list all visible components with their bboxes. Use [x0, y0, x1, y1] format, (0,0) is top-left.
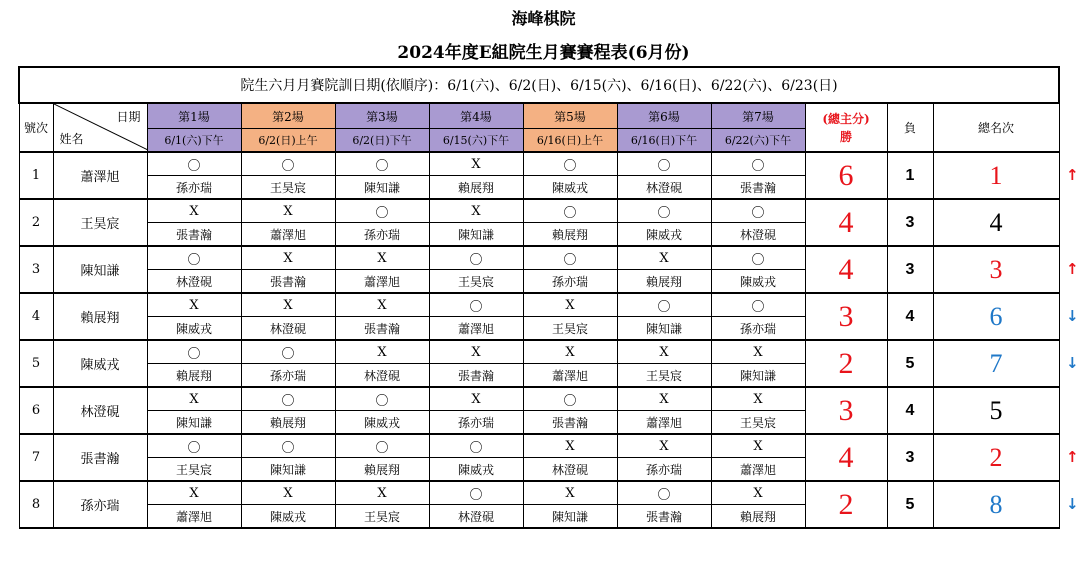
opponent-name: 陳威戎 — [617, 223, 711, 247]
player-number: 6 — [19, 387, 53, 434]
round-2-label: 第2場 — [241, 103, 335, 129]
round-7-date: 6/22(六)下午 — [711, 129, 805, 153]
game-result: 〇 — [335, 199, 429, 223]
player-number: 4 — [19, 293, 53, 340]
opponent-name: 賴展翔 — [523, 223, 617, 247]
game-result: X — [523, 481, 617, 505]
game-result: 〇 — [711, 152, 805, 176]
opponent-name: 王昊宸 — [241, 176, 335, 200]
round-3-label: 第3場 — [335, 103, 429, 129]
losses-count: 5 — [887, 481, 933, 528]
player-number: 8 — [19, 481, 53, 528]
opponent-name: 張書瀚 — [241, 270, 335, 294]
rank-up-arrow-icon: ↑ — [1066, 447, 1079, 466]
player-number: 2 — [19, 199, 53, 246]
opponent-name: 陳威戎 — [335, 411, 429, 435]
opponent-name: 賴展翔 — [241, 411, 335, 435]
opponent-name: 王昊宸 — [711, 411, 805, 435]
overall-rank: 8 — [933, 481, 1059, 528]
opponent-name: 張書瀚 — [147, 223, 241, 247]
game-result: X — [617, 434, 711, 458]
opponent-name: 王昊宸 — [335, 505, 429, 529]
losses-count: 1 — [887, 152, 933, 199]
overall-rank: 7 — [933, 340, 1059, 387]
opponent-name: 林澄硯 — [523, 458, 617, 482]
rank-down-arrow-icon: ↓ — [1066, 306, 1079, 325]
rank-down-arrow-icon: ↓ — [1066, 353, 1079, 372]
opponent-name: 陳威戎 — [429, 458, 523, 482]
index-header: 號次 — [19, 103, 53, 152]
opponent-name: 賴展翔 — [711, 505, 805, 529]
rank-up-arrow-icon: ↑ — [1066, 259, 1079, 278]
opponent-name: 陳威戎 — [241, 505, 335, 529]
game-result: X — [335, 340, 429, 364]
game-result: X — [147, 199, 241, 223]
round-6-date: 6/16(日)下午 — [617, 129, 711, 153]
game-result: 〇 — [617, 481, 711, 505]
org-title: 海峰棋院 — [511, 9, 576, 28]
game-result: 〇 — [241, 387, 335, 411]
opponent-name: 張書瀚 — [429, 364, 523, 388]
opponent-name: 王昊宸 — [523, 317, 617, 341]
game-result: 〇 — [711, 199, 805, 223]
opponent-name: 蕭澤旭 — [335, 270, 429, 294]
opponent-name: 孫亦瑞 — [241, 364, 335, 388]
opponent-name: 林澄硯 — [617, 176, 711, 200]
losses-count: 3 — [887, 246, 933, 293]
game-result: 〇 — [241, 340, 335, 364]
wins-count: 2 — [805, 481, 887, 528]
player-name: 孫亦瑞 — [53, 481, 147, 528]
total-rank-header: 總名次 — [933, 103, 1059, 152]
round-1-date: 6/1(六)下午 — [147, 129, 241, 153]
round-1-label: 第1場 — [147, 103, 241, 129]
game-result: 〇 — [335, 434, 429, 458]
game-result: 〇 — [147, 434, 241, 458]
game-result: 〇 — [335, 387, 429, 411]
game-result: X — [429, 152, 523, 176]
losses-count: 4 — [887, 387, 933, 434]
round-4-label: 第4場 — [429, 103, 523, 129]
game-result: X — [523, 340, 617, 364]
game-result: 〇 — [523, 387, 617, 411]
round-2-date: 6/2(日)上午 — [241, 129, 335, 153]
player-name: 蕭澤旭 — [53, 152, 147, 199]
losses-count: 3 — [887, 199, 933, 246]
overall-rank: 6 — [933, 293, 1059, 340]
wins-count: 3 — [805, 293, 887, 340]
opponent-name: 蕭澤旭 — [147, 505, 241, 529]
opponent-name: 王昊宸 — [147, 458, 241, 482]
game-result: X — [429, 387, 523, 411]
losses-header: 負 — [887, 103, 933, 152]
player-name: 張書瀚 — [53, 434, 147, 481]
name-header: 姓名 — [59, 132, 84, 146]
game-result: 〇 — [617, 199, 711, 223]
game-result: X — [711, 387, 805, 411]
game-result: X — [335, 293, 429, 317]
round-3-date: 6/2(日)下午 — [335, 129, 429, 153]
game-result: X — [241, 481, 335, 505]
game-result: 〇 — [429, 434, 523, 458]
player-number: 3 — [19, 246, 53, 293]
opponent-name: 陳知謙 — [523, 505, 617, 529]
game-result: 〇 — [241, 434, 335, 458]
wins-count: 6 — [805, 152, 887, 199]
opponent-name: 賴展翔 — [429, 176, 523, 200]
opponent-name: 林澄硯 — [335, 364, 429, 388]
player-number: 5 — [19, 340, 53, 387]
game-result: X — [711, 481, 805, 505]
game-result: X — [523, 293, 617, 317]
player-number: 7 — [19, 434, 53, 481]
notice-row: 院生六月月賽院訓日期(依順序)：6/1(六)、6/2(日)、6/15(六)、6/16(日)、6/22(六)、6/23(日) — [19, 67, 1059, 103]
opponent-name: 林澄硯 — [711, 223, 805, 247]
opponent-name: 陳知謙 — [617, 317, 711, 341]
game-result: X — [335, 481, 429, 505]
game-result: X — [617, 387, 711, 411]
opponent-name: 賴展翔 — [617, 270, 711, 294]
round-5-date: 6/16(日)上午 — [523, 129, 617, 153]
overall-rank: 1 — [933, 152, 1059, 199]
game-result: X — [617, 246, 711, 270]
round-6-label: 第6場 — [617, 103, 711, 129]
opponent-name: 張書瀚 — [523, 411, 617, 435]
date-header: 日期 — [116, 110, 141, 124]
losses-count: 4 — [887, 293, 933, 340]
opponent-name: 陳知謙 — [711, 364, 805, 388]
opponent-name: 蕭澤旭 — [241, 223, 335, 247]
game-result: X — [429, 340, 523, 364]
game-result: 〇 — [241, 152, 335, 176]
opponent-name: 孫亦瑞 — [147, 176, 241, 200]
wins-count: 4 — [805, 199, 887, 246]
schedule-table — [18, 66, 1060, 529]
opponent-name: 陳威戎 — [147, 317, 241, 341]
wins-count: 4 — [805, 246, 887, 293]
total-score-label: (總主分) — [822, 111, 870, 126]
date-name-header — [53, 103, 147, 152]
opponent-name: 陳知謙 — [147, 411, 241, 435]
rank-up-arrow-icon: ↑ — [1066, 165, 1079, 184]
opponent-name: 孫亦瑞 — [429, 411, 523, 435]
game-result: 〇 — [523, 199, 617, 223]
opponent-name: 林澄硯 — [429, 505, 523, 529]
game-result: 〇 — [429, 293, 523, 317]
opponent-name: 賴展翔 — [147, 364, 241, 388]
overall-rank: 5 — [933, 387, 1059, 434]
game-result: X — [241, 293, 335, 317]
game-result: 〇 — [617, 293, 711, 317]
game-result: X — [147, 293, 241, 317]
overall-rank: 4 — [933, 199, 1059, 246]
game-result: 〇 — [335, 152, 429, 176]
player-name: 陳知謙 — [53, 246, 147, 293]
game-result: X — [335, 246, 429, 270]
opponent-name: 賴展翔 — [335, 458, 429, 482]
overall-rank: 3 — [933, 246, 1059, 293]
round-4-date: 6/15(六)下午 — [429, 129, 523, 153]
game-result: 〇 — [147, 340, 241, 364]
game-result: X — [523, 434, 617, 458]
game-result: X — [147, 481, 241, 505]
opponent-name: 陳知謙 — [429, 223, 523, 247]
round-5-label: 第5場 — [523, 103, 617, 129]
game-result: X — [429, 199, 523, 223]
round-7-label: 第7場 — [711, 103, 805, 129]
opponent-name: 蕭澤旭 — [523, 364, 617, 388]
player-name: 陳威戎 — [53, 340, 147, 387]
opponent-name: 蕭澤旭 — [429, 317, 523, 341]
player-name: 王昊宸 — [53, 199, 147, 246]
opponent-name: 孫亦瑞 — [711, 317, 805, 341]
opponent-name: 張書瀚 — [335, 317, 429, 341]
rank-down-arrow-icon: ↓ — [1066, 494, 1079, 513]
game-result: 〇 — [711, 246, 805, 270]
game-result: X — [617, 340, 711, 364]
sheet-title: 2024年度E組院生月賽賽程表(6月份) — [397, 43, 690, 63]
player-name: 賴展翔 — [53, 293, 147, 340]
game-result: 〇 — [429, 481, 523, 505]
opponent-name: 蕭澤旭 — [711, 458, 805, 482]
game-result: 〇 — [147, 246, 241, 270]
wins-count: 2 — [805, 340, 887, 387]
opponent-name: 陳知謙 — [335, 176, 429, 200]
wins-label: 勝 — [839, 129, 852, 144]
game-result: 〇 — [523, 152, 617, 176]
total-wins-header — [805, 103, 887, 152]
overall-rank: 2 — [933, 434, 1059, 481]
opponent-name: 王昊宸 — [429, 270, 523, 294]
game-result: X — [241, 246, 335, 270]
game-result: X — [241, 199, 335, 223]
game-result: 〇 — [711, 293, 805, 317]
opponent-name: 孫亦瑞 — [617, 458, 711, 482]
opponent-name: 孫亦瑞 — [523, 270, 617, 294]
opponent-name: 林澄硯 — [241, 317, 335, 341]
opponent-name: 張書瀚 — [617, 505, 711, 529]
opponent-name: 林澄硯 — [147, 270, 241, 294]
wins-count: 3 — [805, 387, 887, 434]
game-result: X — [711, 340, 805, 364]
opponent-name: 陳威戎 — [523, 176, 617, 200]
losses-count: 3 — [887, 434, 933, 481]
game-result: 〇 — [523, 246, 617, 270]
game-result: 〇 — [429, 246, 523, 270]
game-result: X — [147, 387, 241, 411]
game-result: 〇 — [617, 152, 711, 176]
opponent-name: 陳威戎 — [711, 270, 805, 294]
opponent-name: 張書瀚 — [711, 176, 805, 200]
player-number: 1 — [19, 152, 53, 199]
game-result: X — [711, 434, 805, 458]
opponent-name: 陳知謙 — [241, 458, 335, 482]
wins-count: 4 — [805, 434, 887, 481]
game-result: 〇 — [147, 152, 241, 176]
opponent-name: 蕭澤旭 — [617, 411, 711, 435]
opponent-name: 孫亦瑞 — [335, 223, 429, 247]
opponent-name: 王昊宸 — [617, 364, 711, 388]
player-name: 林澄硯 — [53, 387, 147, 434]
losses-count: 5 — [887, 340, 933, 387]
